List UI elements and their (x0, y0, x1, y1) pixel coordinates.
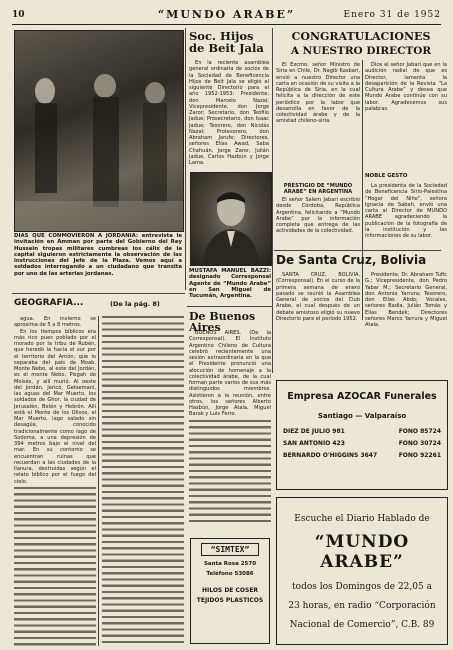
beit-jala-body (189, 60, 269, 170)
congrats-subheadline: A NUESTRO DIRECTOR (290, 45, 432, 57)
portrait-figure (191, 173, 271, 265)
buenos-aires-body (189, 330, 271, 526)
radio-ad (276, 497, 448, 645)
congrats-text-left: El Excmo. señor Ministro de Siria en Chile, Dr. Nagib Kasbari, envió a nuestro Director una carta en ocasión de su visita a la República de Siria, en la cual felicita a la dirección de este periódico por la labor que desarrolla en favor de la colectividad árabe y de la amistad chileno-siria. (276, 62, 360, 125)
section-rule (274, 250, 441, 251)
geografia-title: GEOGRAFIA... (14, 298, 84, 308)
azocar-rows (277, 428, 447, 459)
santa-cruz-body-left (276, 272, 360, 372)
masthead: “MUNDO ARABE” (157, 8, 296, 21)
photo-caption (14, 233, 182, 277)
portrait-caption (189, 268, 271, 299)
azocar-row (283, 440, 441, 447)
azocar-row (283, 428, 441, 435)
geografia-text: En los tiempos bíblicos era más rico pues poblado por el morado por la tribu de Rubén, que heredó la hacia el sur por el territorio del Arnón, que lo separaba del país de Moab. Monte Nebo, al este del Jordán, es el monte Nebo, Pisgah de Moisés, y allí murió. Al oeste del Jordán, Jericó, Getsemaní, las aguas del Mar Muerto, los soldados de Ghor, la ciudad de Jerusalén, Belén y Hebrón. Allí está el Monte de los Olivos, el Mar Muerto, lago salado sin desagüe, conocido tradicionalmente como lago de Sodoma, a una depresión de 394 metros bajo el nivel del mar. En su contorno se encuentran ruinas que recuerdan a las ciudades de la llanura, destruidas según el relato bíblico por el fuego del cielo. (14, 328, 96, 485)
noble-gesto-subhead: NOBLE GESTO (365, 173, 408, 179)
argentina-subhead: PRESTIGIO DE “MUNDO ARABE” EN ARGENTINA (283, 183, 353, 195)
noble-gesto-body (365, 183, 447, 247)
argentina-text: El señor Salem Jabari escribió desde Córdoba, República Argentina, felicitando a “Mundo Arabe” por la información completa que entrega de las actividades de la colectividad. (276, 197, 360, 235)
azocar-phone: FONO 92261 (398, 452, 441, 459)
azocar-phone: FONO 30724 (398, 440, 441, 447)
radio-brand: “MUNDO ARABE” (314, 532, 410, 572)
beit-jala-headline: Soc. Hijos de Beit Jala (189, 29, 264, 55)
page-number: 10 (12, 10, 25, 20)
congrats-headline: CONGRATULACIONES (291, 30, 431, 43)
photo-caption-lead: DIAS QUE CONMOVIERON A JORDANIA: (14, 233, 139, 239)
santa-cruz-text-right: Presidente, Dr. Abraham Tufic G.; Vicepresidente, don Pedro Yabar M.; Secretario General, don Antonio Yarrura; Tesorero, don Elías Abdo; Vocales, señores Badia, Julián Tomás y Elías Bendek; Directores señores Marco Yarrura y Miguel Atala. (365, 272, 447, 328)
header-date: Enero 31 de 1952 (343, 10, 441, 20)
radio-line-3: 23 horas, en radio “Corporación (288, 601, 436, 611)
azocar-ad (276, 380, 448, 490)
azocar-address: SAN ANTONIO 423 (283, 440, 345, 447)
radio-line-2: todos los Domingos de 22,05 a (292, 582, 432, 592)
santa-cruz-text-left: SANTA CRUZ, BOLIVIA. (Corresponsal). En el curso de la primera semana de enero pasado se reunió la Asamblea General de socios del Club Arabe, el cual después de un debate amistoso eligió su nuevo Directorio para el período 1952. (276, 272, 360, 322)
azocar-title: Empresa AZOCAR Funerales (287, 391, 437, 402)
simtex-line-3: HILOS DE COSER (201, 587, 259, 594)
geografia-text-continued (102, 316, 184, 646)
column-rule (272, 28, 273, 373)
section-rule (12, 293, 185, 294)
buenos-aires-headline: De Buenos Aires (189, 310, 256, 334)
buenos-aires-text: BUENOS AIRES. (De la Corresponsal). El Instituto Argentino Chileno de Cultura celebró recientemente una sesión extraordinaria en la que el Presidente pronunció una alocución de homenaje a la colectividad árabe, de la cual forman parte varios de sus más distinguidos miembros. Asistieron a la reunión, entre otros, los señores Alberto Hasbún, Jorge Atala, Miguel Barak y Luis Ferro. (189, 330, 271, 418)
simtex-line-4: TEJIDOS PLASTICOS (196, 597, 264, 604)
azocar-phone: FONO 85724 (398, 428, 441, 435)
portrait-text: designado Corresponsal Agente de “Mundo Arabe” en San Miguel de Tucumán, Argentina. (189, 274, 271, 300)
geografia-text-continued (14, 487, 96, 646)
radio-line-1: Escuche el Diario Hablado de (294, 514, 430, 524)
photo-figures (15, 31, 183, 231)
radio-line-4: Nacional de Comercio”, C.B. 89 (289, 620, 435, 630)
simtex-phone: Teléfono 53086 (206, 571, 254, 577)
simtex-ad (190, 538, 270, 644)
congrats-body-left (276, 62, 360, 180)
simtex-brand: “SIMTEX” (201, 543, 259, 556)
column-rule (362, 60, 363, 320)
jordan-soldiers-photo (14, 30, 184, 232)
geografia-continuation: (De la pág. 8) (110, 300, 160, 308)
geografia-first-line: agua. En invierno se aproxima de 5 a 8 metros. (14, 316, 96, 329)
portrait-name: MUSTAFA MANUEL BAZZI: (189, 268, 271, 274)
congrats-body-right (365, 62, 447, 170)
photo-caption-text: entrevista le invitación en Amman por parte del Gobierno del Rey Hussein tropas militares cumbreas los cálix de la capital siguieron estrictamente la observación de las instrucciones del Jefe de la Plaza. Vemos aquí a soldados interrogando a un ciudadano que transita por uno de las arterias jordanas. (14, 233, 182, 277)
simtex-address: Santa Rosa 2570 (203, 561, 257, 567)
azocar-subtitle: Santiago — Valparaíso (317, 412, 407, 420)
beit-jala-text: En la reciente asamblea general ordinaria de socios de la Sociedad de Beneficencia Hijos de Beit Jala se eligió el siguiente Directorio para el año 1952-1953: Presidente, don Marcelo Nazal; Vicepresidente, don Jorge Zaror; Secretario, don Teófilo Jadue; Prosecretario, don Isaac Jadue; Tesorero, don Nicolás Nazal; Protesorero, don Abraham Jarufe; Directores, señores Elías Awad, Saba Chahuán, Jorge Zaror, Julián Jadue, Carlos Hazbún y Jorge Lama. (189, 60, 269, 166)
azocar-row (283, 452, 441, 459)
geografia-col-1 (14, 316, 96, 646)
column-rule (98, 316, 99, 646)
header-rule (12, 24, 441, 25)
santa-cruz-headline: De Santa Cruz, Bolivia (276, 253, 427, 267)
santa-cruz-body-right (365, 272, 447, 372)
congrats-text-right: Dice el señor Jabari que en la audición radial de que es Director, lamenta la desaparición de la Revista “La Cultura Arabe” y desea que Mundo Arabe continúe con su labor. Agradecemos sus palabras. (365, 62, 447, 112)
column-rule (185, 28, 186, 290)
congrats-body-left-2 (276, 197, 360, 245)
azocar-address: BERNARDO O'HIGGINS 3647 (283, 452, 378, 459)
geografia-col-2 (102, 316, 184, 646)
buenos-aires-text-continued (189, 420, 271, 527)
azocar-address: DIEZ DE JULIO 981 (283, 428, 345, 435)
noble-gesto-text: La presidenta de la Sociedad de Beneficencia Sirio-Palestina “Hogar del Niño”, señora Ignacia de Sabah, envió una carta al Director de MUNDO ARABE agradeciendo la publicación de la fotografía de la institución y las informaciones de su labor. (365, 183, 447, 239)
section-rule (187, 306, 272, 307)
bazzi-portrait (190, 172, 272, 266)
